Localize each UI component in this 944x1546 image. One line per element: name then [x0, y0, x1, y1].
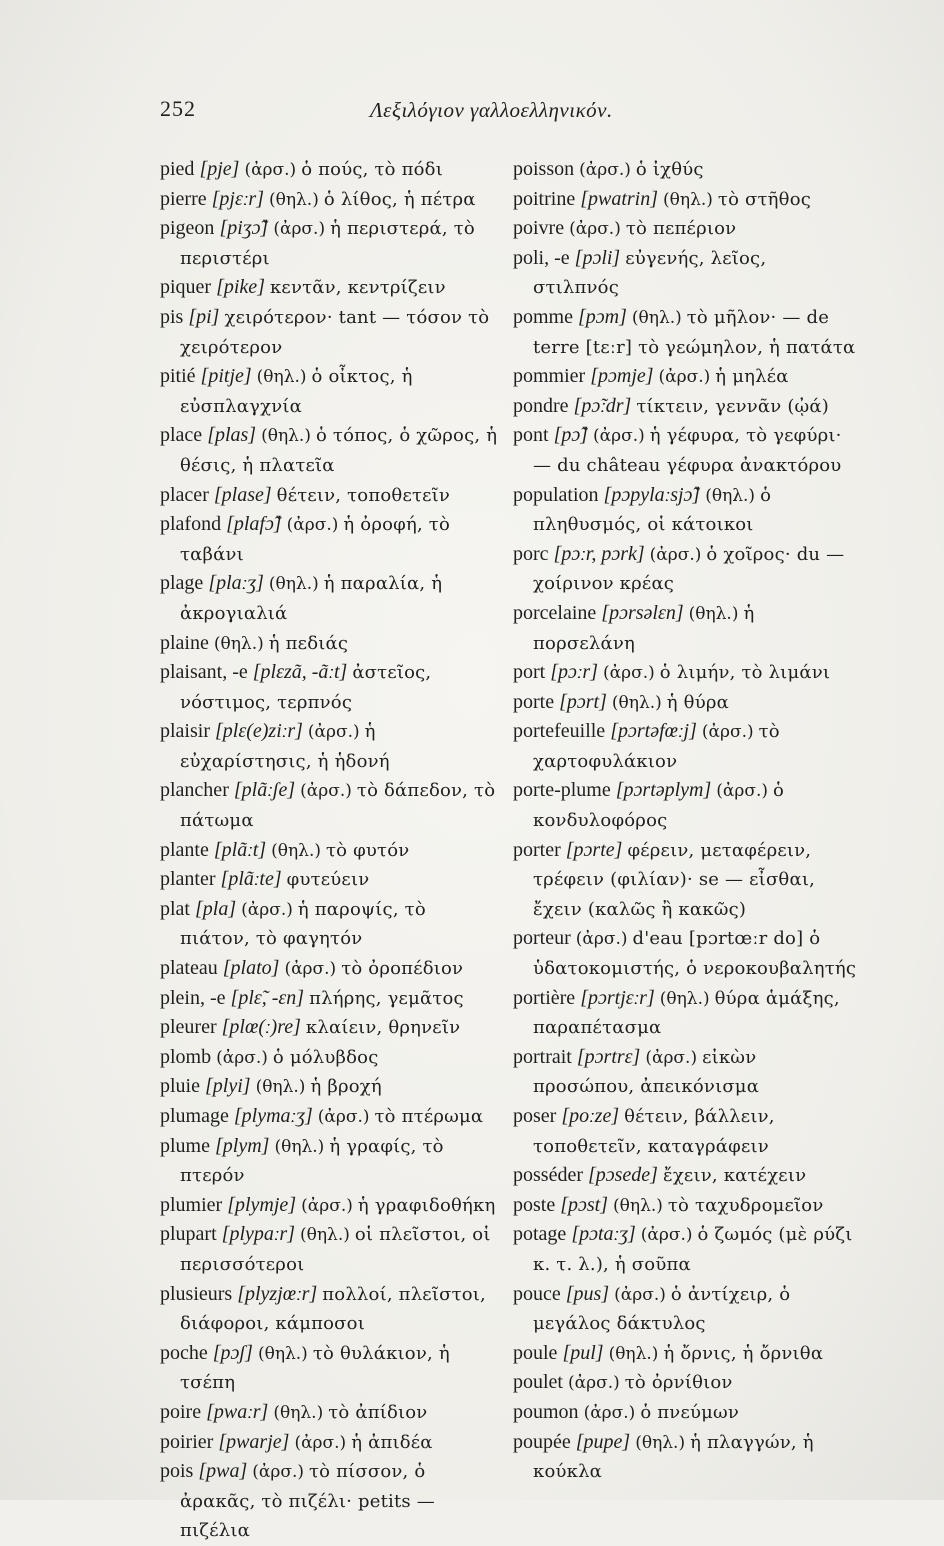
dictionary-entry — [160, 776, 500, 835]
grammar-label: (θηλ.) — [635, 1432, 686, 1453]
headword: poitrine — [513, 187, 576, 210]
dictionary-entry — [160, 1072, 500, 1102]
grammar-label: (θηλ.) — [257, 1343, 308, 1364]
dictionary-entry — [513, 1339, 858, 1369]
definition: ὁ χοῖρος· du — χοίρινον κρέας — [533, 543, 845, 595]
pronunciation: [pɔrtəfœːj] — [610, 720, 697, 743]
grammar-label: (ἀρσ.) — [216, 1047, 268, 1068]
dictionary-entry — [513, 1398, 858, 1428]
grammar-label: (ἀρσ.) — [284, 959, 337, 980]
pronunciation: [pul] — [562, 1341, 604, 1364]
pronunciation: [pɔmje] — [590, 365, 654, 388]
pronunciation: [pwa] — [198, 1460, 248, 1483]
dictionary-entry — [160, 1339, 500, 1398]
definition: ἡ γραφίς, τὸ πτερόν — [180, 1135, 444, 1187]
definition: εὐγενής, λεῖος, στιλπνός — [533, 247, 767, 299]
headword: plume — [160, 1134, 210, 1157]
headword: poche — [160, 1341, 208, 1364]
headword: poirier — [160, 1430, 214, 1453]
grammar-label: (θηλ.) — [663, 189, 713, 210]
definition: ὁ ἀντίχειρ, ὁ μεγάλος δάκτυλος — [533, 1283, 791, 1335]
pronunciation: [pɔrtjɛːr] — [580, 986, 655, 1009]
grammar-label: (ἀρσ.) — [575, 929, 628, 950]
headword: pomme — [513, 305, 573, 328]
headword: pitié — [160, 365, 196, 388]
definition: ἡ πορσελάνη — [533, 602, 755, 654]
headword: population — [513, 483, 599, 506]
grammar-label: (ἀρσ.) — [317, 1107, 370, 1127]
page-number: 252 — [160, 96, 196, 121]
dictionary-entry — [513, 984, 858, 1043]
dictionary-entry — [160, 984, 500, 1014]
definition: ἡ ἀπιδέα — [351, 1431, 433, 1453]
pronunciation: [piʒɔ̃] — [219, 217, 269, 240]
definition: χειρότερον· tant — τόσον τὸ χειρότερον — [180, 306, 490, 358]
headword: poule — [513, 1341, 558, 1364]
definition: τὸ πεπέριον — [625, 218, 737, 240]
headword: poivre — [513, 217, 565, 240]
headword: plancher — [160, 779, 229, 802]
pronunciation: [pɔst] — [560, 1193, 609, 1216]
pronunciation: [pɔːr, pɔrk] — [553, 542, 645, 565]
headword: porcelaine — [513, 601, 597, 624]
pronunciation: [plɛ̃, -ɛn] — [230, 986, 305, 1009]
headword: plateau — [160, 957, 218, 980]
headword: plat — [160, 897, 190, 920]
headword: portière — [513, 986, 576, 1009]
headword: plupart — [160, 1223, 217, 1246]
dictionary-entry — [513, 1220, 858, 1279]
dictionary-entry — [513, 540, 858, 599]
definition: οἱ πλεῖστοι, οἱ περισσότεροι — [180, 1224, 491, 1275]
grammar-label: (θηλ.) — [268, 574, 319, 595]
definition: ὁ τόπος, ὁ χῶρος, ἡ θέσις, ἡ πλατεῖα — [180, 425, 498, 476]
pronunciation: [plymje] — [227, 1193, 297, 1216]
grammar-label: (θηλ.) — [271, 840, 321, 861]
left-column — [160, 155, 500, 1546]
definition: ὁ κονδυλοφόρος — [533, 780, 785, 832]
grammar-label: (θηλ.) — [705, 485, 756, 506]
dictionary-entry — [160, 1280, 500, 1339]
grammar-label: (θηλ.) — [274, 1136, 325, 1157]
headword: posséder — [513, 1164, 583, 1187]
headword: poulet — [513, 1371, 563, 1394]
grammar-label: (ἀρσ.) — [244, 160, 297, 180]
grammar-label: (ἀρσ.) — [252, 1462, 304, 1483]
definition: κεντᾶν, κεντρίζειν — [269, 277, 446, 299]
dictionary-entry — [513, 1368, 858, 1398]
dictionary-entry — [160, 569, 500, 628]
pronunciation: [pɔrsəlɛn] — [601, 601, 684, 624]
headword: pluie — [160, 1075, 200, 1098]
dictionary-entry — [513, 924, 858, 983]
definition: φυτεύειν — [286, 869, 370, 891]
headword: place — [160, 424, 203, 447]
dictionary-entry — [160, 214, 500, 273]
headword: plaine — [160, 631, 209, 654]
headword: poisson — [513, 158, 575, 180]
dictionary-entry — [513, 776, 858, 835]
dictionary-entry — [513, 214, 858, 244]
dictionary-entry — [160, 155, 500, 185]
definition: ἡ περιστερά, τὸ περιστέρι — [180, 218, 475, 269]
pronunciation: [pɔrtəplym] — [615, 779, 712, 802]
definition: τίκτειν, γεννᾶν (ᾠά) — [636, 395, 830, 417]
right-column — [513, 155, 858, 1487]
grammar-label: (θηλ.) — [261, 426, 311, 447]
headword: plaisant, -e — [160, 661, 248, 684]
pronunciation: [pɔ̃] — [553, 424, 589, 447]
definition: τὸ χαρτοφυλάκιον — [533, 721, 780, 772]
definition: ὁ ἰχθύς — [635, 159, 704, 180]
dictionary-entry — [160, 421, 500, 480]
definition: ἀστεῖος, νόστιμος, τερπνός — [180, 662, 432, 713]
pronunciation: [plɛzã, -ãːt] — [252, 661, 348, 684]
grammar-label: (ἀρσ.) — [640, 1225, 693, 1246]
dictionary-entry — [160, 273, 500, 303]
dictionary-entry — [513, 1161, 858, 1191]
grammar-label: (ἀρσ.) — [241, 899, 293, 920]
pronunciation: [pike] — [216, 276, 265, 299]
grammar-label: (θηλ.) — [611, 692, 662, 713]
definition: d'eau [pɔrtœːr do] ὁ ὑδατοκομιστής, ὁ νεροκουβαλητής — [533, 928, 857, 980]
pronunciation: [pɔtaːʒ] — [571, 1223, 636, 1246]
dictionary-entry — [160, 1191, 500, 1221]
grammar-label: (ἀρσ.) — [583, 1402, 636, 1423]
grammar-label: (ἀρσ.) — [273, 219, 326, 240]
definition: ἡ πλαγγών, ἡ κούκλα — [533, 1431, 814, 1483]
headword: pied — [160, 158, 195, 180]
pronunciation: [pitje] — [200, 365, 252, 388]
definition: τὸ ταχυδρομεῖον — [667, 1194, 824, 1216]
dictionary-entry — [160, 185, 500, 215]
headword: poste — [513, 1193, 556, 1216]
grammar-label: (θηλ.) — [255, 1077, 306, 1098]
definition: εἰκὼν προσώπου, ἀπεικόνισμα — [533, 1046, 760, 1098]
definition: τὸ πτέρωμα — [374, 1106, 484, 1127]
grammar-label: (ἀρσ.) — [593, 426, 645, 447]
definition: ὁ ζωμός (μὲ ρύζι κ. τ. λ.), ἡ σοῦπα — [533, 1224, 853, 1275]
pronunciation: [pje] — [199, 158, 240, 180]
definition: τὸ ἀπίδιον — [328, 1401, 428, 1423]
pronunciation: [plyzjœːr] — [237, 1282, 318, 1305]
headword: porteur — [513, 927, 571, 950]
definition: τὸ φυτόν — [326, 839, 410, 861]
definition: κλαίειν, θρηνεῖν — [305, 1017, 461, 1039]
pronunciation: [plɛ(e)ziːr] — [215, 720, 303, 743]
grammar-label: (θηλ.) — [268, 189, 319, 210]
headword: pois — [160, 1460, 194, 1483]
pronunciation: [plase] — [213, 483, 272, 506]
headword: plafond — [160, 513, 222, 536]
definition: ἡ γέφυρα, τὸ γεφύρι· — du château γέφυρα ἀνακτόρου — [533, 425, 842, 476]
headword: pleurer — [160, 1016, 217, 1039]
dictionary-entry — [513, 421, 858, 480]
headword: portrait — [513, 1045, 572, 1068]
grammar-label: (ἀρσ.) — [286, 515, 339, 536]
dictionary-entry — [160, 481, 500, 511]
dictionary-entry — [513, 1191, 858, 1221]
pronunciation: [pwarje] — [218, 1430, 290, 1453]
pronunciation: [pwaːr] — [206, 1400, 269, 1423]
pronunciation: [plœ(ː)re] — [221, 1016, 301, 1039]
dictionary-entry — [160, 1428, 500, 1458]
dictionary-entry — [513, 185, 858, 215]
grammar-label: (ἀρσ.) — [569, 219, 621, 240]
pronunciation: [plas] — [207, 424, 257, 447]
definition: τὸ δάπεδον, τὸ πάτωμα — [180, 780, 496, 832]
dictionary-entry — [160, 1013, 500, 1043]
definition: ἡ ὀροφή, τὸ ταβάνι — [180, 514, 450, 565]
pronunciation: [pɔ̃ːdr] — [573, 394, 632, 417]
grammar-label: (θηλ.) — [256, 367, 307, 388]
pronunciation: [plato] — [222, 957, 280, 980]
pronunciation: [pjɛːr] — [211, 187, 264, 210]
pronunciation: [pɔm] — [578, 305, 627, 328]
dictionary-entry — [513, 836, 858, 925]
dictionary-entry — [160, 1043, 500, 1073]
grammar-label: (ἀρσ.) — [307, 722, 360, 743]
dictionary-entry — [160, 717, 500, 776]
definition: ἡ ὄρνις, ἡ ὄρνιθα — [663, 1342, 824, 1364]
grammar-label: (ἀρσ.) — [300, 781, 352, 802]
dictionary-entry — [513, 1428, 858, 1487]
headword: plein, -e — [160, 986, 226, 1009]
dictionary-entry — [513, 599, 858, 658]
definition: φέρειν, μεταφέρειν, τρέφειν (φιλίαν)· se — εἶσθαι, ἔχειν (καλῶς ἢ κακῶς) — [533, 839, 816, 920]
definition: ἔχειν, κατέχειν — [662, 1165, 807, 1187]
grammar-label: (θηλ.) — [613, 1195, 663, 1216]
definition: πλήρης, γεμᾶτος — [309, 987, 464, 1009]
headword: pouce — [513, 1282, 561, 1305]
headword: pont — [513, 424, 549, 447]
definition: θέτειν, τοποθετεῖν — [276, 484, 451, 506]
definition: θύρα ἁμάξης, παραπέτασμα — [533, 987, 840, 1039]
dictionary-entry — [513, 392, 858, 422]
pronunciation: [poːze] — [561, 1105, 620, 1127]
dictionary-entry — [160, 1398, 500, 1428]
grammar-label: (θηλ.) — [659, 988, 710, 1009]
headword: porter — [513, 838, 561, 861]
pronunciation: [pɔsede] — [587, 1164, 658, 1187]
dictionary-entry — [513, 1102, 858, 1161]
dictionary-entry — [160, 836, 500, 866]
headword: porte — [513, 690, 555, 713]
definition: ὁ λιμήν, τὸ λιμάνι — [659, 662, 831, 684]
definition: θέτειν, βάλλειν, τοποθετεῖν, καταγράφειν — [533, 1106, 775, 1157]
grammar-label: (ἀρσ.) — [568, 1373, 620, 1394]
pronunciation: [plãːʃe] — [233, 779, 296, 802]
headword: piquer — [160, 276, 212, 299]
grammar-label: (ἀρσ.) — [294, 1432, 347, 1453]
grammar-label: (ἀρσ.) — [579, 160, 631, 180]
headword: port — [513, 661, 546, 684]
definition: ἡ πεδιάς — [268, 632, 349, 654]
pronunciation: [pɔːr] — [550, 661, 599, 684]
headword: pigeon — [160, 217, 215, 240]
pronunciation: [plym] — [215, 1134, 270, 1157]
definition: τὸ πίσσον, ὁ ἀρακᾶς, τὸ πιζέλι· petits — πιζέλια — [180, 1461, 435, 1542]
definition: πολλοί, πλεῖστοι, διάφοροι, κάμποσοι — [180, 1283, 486, 1335]
pronunciation: [plyi] — [205, 1075, 251, 1098]
pronunciation: [pɔpylaːsjɔ̃] — [603, 483, 701, 506]
headword: plumage — [160, 1105, 229, 1127]
grammar-label: (ἀρσ.) — [658, 367, 711, 388]
dictionary-entry — [160, 510, 500, 569]
headword: plage — [160, 572, 204, 595]
dictionary-entry — [160, 1102, 500, 1132]
definition: τὸ ὀρνίθιον — [624, 1372, 733, 1394]
dictionary-entry — [513, 155, 858, 185]
headword: plaisir — [160, 720, 210, 743]
pronunciation: [pɔʃ] — [212, 1341, 253, 1364]
pronunciation: [plypaːr] — [221, 1223, 295, 1246]
headword: plante — [160, 838, 209, 861]
dictionary-entry — [160, 954, 500, 984]
definition: ὁ λίθος, ἡ πέτρα — [323, 188, 476, 210]
grammar-label: (ἀρσ.) — [301, 1195, 353, 1216]
definition: τὸ στῆθος — [717, 188, 812, 210]
dictionary-entry — [513, 688, 858, 718]
dictionary-entry — [513, 1280, 858, 1339]
grammar-label: (ἀρσ.) — [603, 663, 655, 684]
headword: plomb — [160, 1045, 212, 1068]
headword: poumon — [513, 1400, 579, 1423]
pronunciation: [plãːte] — [220, 868, 282, 891]
headword: poser — [513, 1105, 557, 1127]
dictionary-entry — [513, 717, 858, 776]
dictionary-entry — [160, 629, 500, 659]
grammar-label: (ἀρσ.) — [716, 781, 769, 802]
headword: portefeuille — [513, 720, 606, 743]
headword: pis — [160, 305, 184, 328]
definition: ἡ μηλέα — [715, 366, 789, 388]
definition: ἡ παραλία, ἡ ἀκρογιαλιά — [180, 573, 443, 624]
grammar-label: (θηλ.) — [213, 633, 264, 654]
headword: porc — [513, 542, 549, 565]
definition: ἡ γραφιδοθήκη — [357, 1194, 496, 1216]
dictionary-entry — [160, 1220, 500, 1279]
dictionary-entry — [513, 362, 858, 392]
pronunciation: [pɔrtrɛ] — [576, 1045, 641, 1068]
dictionary-entry — [513, 481, 858, 540]
headword: plumier — [160, 1193, 223, 1216]
grammar-label: (θηλ.) — [688, 603, 739, 624]
definition: ἡ παροψίς, τὸ πιάτον, τὸ φαγητόν — [180, 898, 426, 950]
dictionary-entry — [513, 658, 858, 688]
grammar-label: (θηλ.) — [300, 1225, 350, 1246]
definition: ὁ πληθυσμός, οἱ κάτοικοι — [533, 484, 772, 536]
definition: τὸ θυλάκιον, ἡ τσέπη — [180, 1342, 450, 1394]
definition: ὁ οἶκτος, ἡ εὐσπλαγχνία — [180, 366, 413, 417]
headword: poire — [160, 1400, 202, 1423]
pronunciation: [pɔrt] — [559, 690, 607, 713]
headword: plusieurs — [160, 1282, 233, 1305]
grammar-label: (θηλ.) — [608, 1343, 659, 1364]
headword: poupée — [513, 1430, 571, 1453]
dictionary-entry — [513, 303, 858, 362]
dictionary-entry — [160, 1132, 500, 1191]
pronunciation: [plafɔ̃] — [226, 513, 282, 536]
headword: planter — [160, 868, 216, 891]
dictionary-entry — [160, 895, 500, 954]
dictionary-entry — [160, 658, 500, 717]
running-title: Λεξιλόγιον γαλλοελληνικόν. — [370, 98, 613, 122]
grammar-label: (ἀρσ.) — [645, 1047, 698, 1068]
definition: τὸ ὀροπέδιον — [341, 958, 464, 980]
pronunciation: [plaːʒ] — [208, 572, 264, 595]
headword: pierre — [160, 187, 207, 210]
definition: ἡ εὐχαρίστησις, ἡ ἡδονή — [180, 721, 390, 772]
headword: placer — [160, 483, 209, 506]
pronunciation: [plymaːʒ] — [233, 1105, 313, 1127]
grammar-label: (θηλ.) — [273, 1402, 324, 1423]
pronunciation: [pɔli] — [574, 246, 621, 269]
pronunciation: [plãːt] — [213, 838, 267, 861]
pronunciation: [pupe] — [575, 1430, 631, 1453]
headword: porte-plume — [513, 779, 611, 802]
definition: ὁ πούς, τὸ πόδι — [301, 159, 443, 180]
headword: poli, -e — [513, 246, 570, 269]
pronunciation: [pwatrin] — [580, 187, 659, 210]
headword: pondre — [513, 394, 569, 417]
pronunciation: [pla] — [195, 897, 237, 920]
headword: potage — [513, 1223, 567, 1246]
definition: ἡ βροχή — [310, 1076, 382, 1098]
definition: ὁ πνεύμων — [640, 1401, 740, 1423]
definition: ὁ μόλυβδος — [272, 1046, 379, 1068]
dictionary-entry — [160, 1457, 500, 1546]
dictionary-entry — [160, 865, 500, 895]
grammar-label: (ἀρσ.) — [649, 544, 702, 565]
page-header — [160, 96, 850, 128]
dictionary-entry — [513, 244, 858, 303]
dictionary-entry — [160, 362, 500, 421]
pronunciation: [pi] — [188, 305, 220, 328]
pronunciation: [pus] — [565, 1282, 610, 1305]
definition: ἡ θύρα — [666, 691, 729, 713]
definition: τὸ μῆλον· — de terre [tɛːr] τὸ γεώμηλον, ἡ πατάτα — [533, 306, 856, 358]
grammar-label: (ἀρσ.) — [701, 722, 754, 743]
dictionary-entry — [513, 1043, 858, 1102]
grammar-label: (ἀρσ.) — [614, 1284, 666, 1305]
headword: pommier — [513, 365, 586, 388]
pronunciation: [pɔrte] — [565, 838, 623, 861]
dictionary-entry — [160, 303, 500, 362]
grammar-label: (θηλ.) — [631, 307, 682, 328]
